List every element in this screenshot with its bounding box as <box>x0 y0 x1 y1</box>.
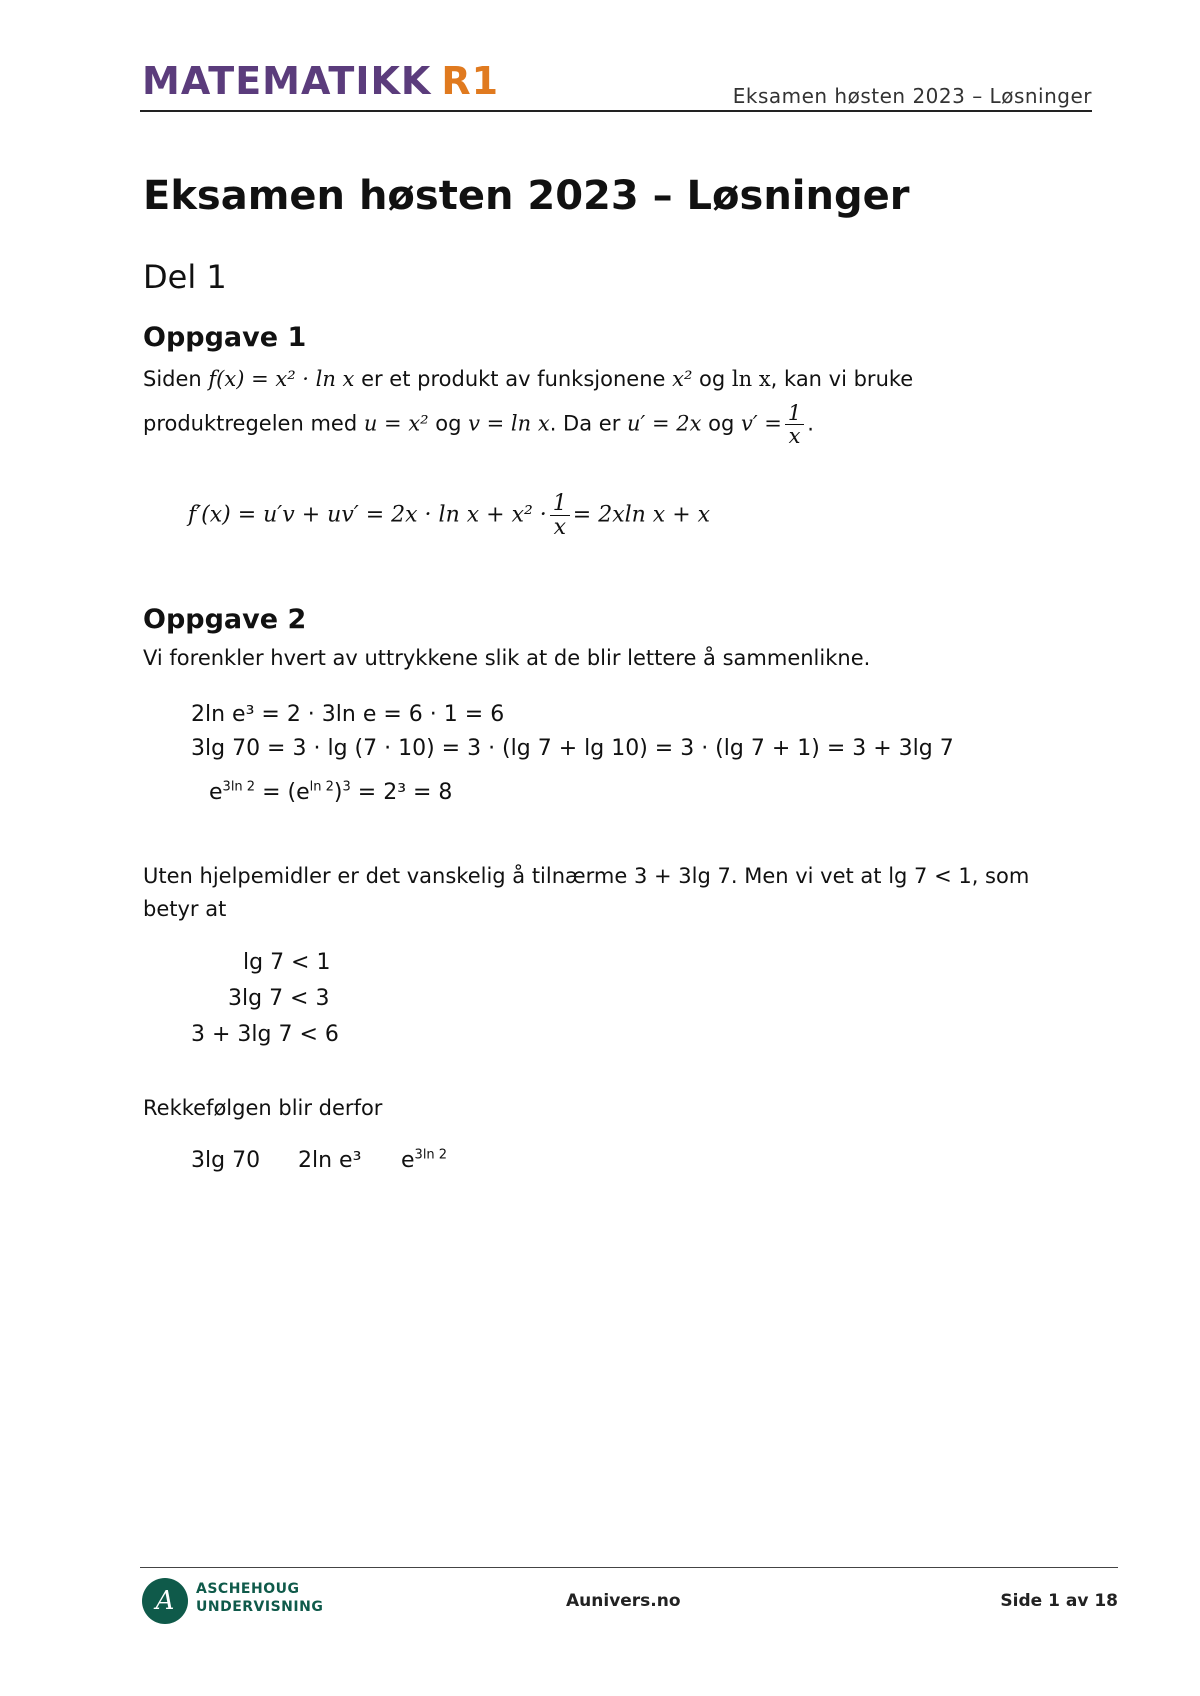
header-divider <box>140 110 1092 112</box>
logo-level: R1 <box>441 59 500 103</box>
fraction <box>550 492 570 539</box>
task1-text: og <box>701 411 741 436</box>
equation-3 <box>209 780 452 805</box>
order-item-1: 3lg 70 <box>191 1148 261 1173</box>
publisher-name-line2: UNDERVISNING <box>196 1598 324 1615</box>
matematikk-r1-logo <box>142 59 500 103</box>
aschehoug-icon: A <box>142 1578 188 1624</box>
fraction-numerator: 1 <box>550 492 570 516</box>
task1-math-x2: x² <box>672 367 693 391</box>
order3-base: e <box>401 1148 415 1173</box>
task1-text: og <box>692 367 732 391</box>
task1-text: og <box>428 411 469 436</box>
task1-text: produktregelen med <box>143 411 364 436</box>
task1-text: , kan vi bruke <box>770 367 914 391</box>
derivative-right: = 2xln x + x <box>572 502 711 528</box>
order-item-2: 2ln e³ <box>298 1148 362 1173</box>
header-title: Eksamen høsten 2023 – Løsninger <box>732 84 1092 108</box>
inequality-2: 3lg 7 < 3 <box>228 986 330 1011</box>
task1-text: Siden <box>143 367 209 391</box>
page-number: Side 1 av 18 <box>1000 1591 1118 1611</box>
inequality-3: 3 + 3lg 7 < 6 <box>191 1022 339 1047</box>
eq3-exponent: 3ln 2 <box>222 779 256 795</box>
eq3-outer-exponent: 3 <box>342 779 351 795</box>
task2-paragraph: Uten hjelpemidler er det vanskelig å tilnærme 3 + 3lg 7. Men vi vet at lg 7 < 1, som betyr at <box>143 864 1030 921</box>
task1-math-f: f(x) = x² · ln x <box>208 367 355 391</box>
logo-text: MATEMATIKK <box>142 59 432 103</box>
task1-math-lnx: ln x <box>731 367 771 391</box>
task1-line1 <box>143 363 913 396</box>
eq3-middle: = (e <box>262 780 310 805</box>
task2-heading: Oppgave 2 <box>143 604 307 635</box>
equation-2: 3lg 70 = 3 · lg (7 · 10) = 3 · (lg 7 + lg 10) = 3 · (lg 7 + 1) = 3 + 3lg 7 <box>191 736 954 761</box>
task1-line2: produktregelen med u = x² og v = ln x. Da er u′ = 2x og v′ = $\frac{1}{x}$ . <box>143 401 814 449</box>
task1-text: er et produkt av funksjonene <box>354 367 673 391</box>
derivative-left: f′(x) = u′v + uv′ = 2x · ln x + x² · <box>188 502 547 528</box>
section-heading: Del 1 <box>143 258 227 296</box>
task1-math-u: u = x² <box>363 411 429 436</box>
task1-math-uprime: u′ = 2x <box>627 411 702 436</box>
task1-text: . Da er <box>549 411 627 436</box>
equation-1: 2ln e³ = 2 · 3ln e = 6 · 1 = 6 <box>191 702 505 727</box>
fraction-denominator: x <box>788 424 801 449</box>
fraction-denominator: x <box>553 515 566 541</box>
eq3-result: = 2³ = 8 <box>357 780 453 805</box>
task1-heading: Oppgave 1 <box>143 322 307 353</box>
derivative-equation <box>188 492 710 539</box>
footer-divider <box>140 1567 1118 1568</box>
order3-exponent: 3ln 2 <box>414 1147 448 1163</box>
publisher-name <box>196 1581 323 1616</box>
task2-intro: Vi forenkler hvert av uttrykkene slik at de blir lettere å sammenlikne. <box>143 646 871 670</box>
eq3-base: e <box>209 780 223 805</box>
task1-math-vprime: v′ = <box>740 411 782 436</box>
task1-math-v: v = ln x <box>468 411 550 436</box>
eq3-inner-exponent: ln 2 <box>309 779 334 795</box>
order-item-3 <box>401 1148 447 1173</box>
footer-site-link[interactable]: Aunivers.no <box>566 1591 681 1611</box>
publisher-name-line1: ASCHEHOUG <box>196 1581 300 1597</box>
eq3-close-paren: ) <box>333 780 343 805</box>
fraction <box>785 402 804 447</box>
inequality-1: lg 7 < 1 <box>243 950 331 975</box>
fraction-numerator: 1 <box>785 402 804 425</box>
page-title: Eksamen høsten 2023 – Løsninger <box>143 173 910 219</box>
order-label: Rekkefølgen blir derfor <box>143 1096 383 1120</box>
